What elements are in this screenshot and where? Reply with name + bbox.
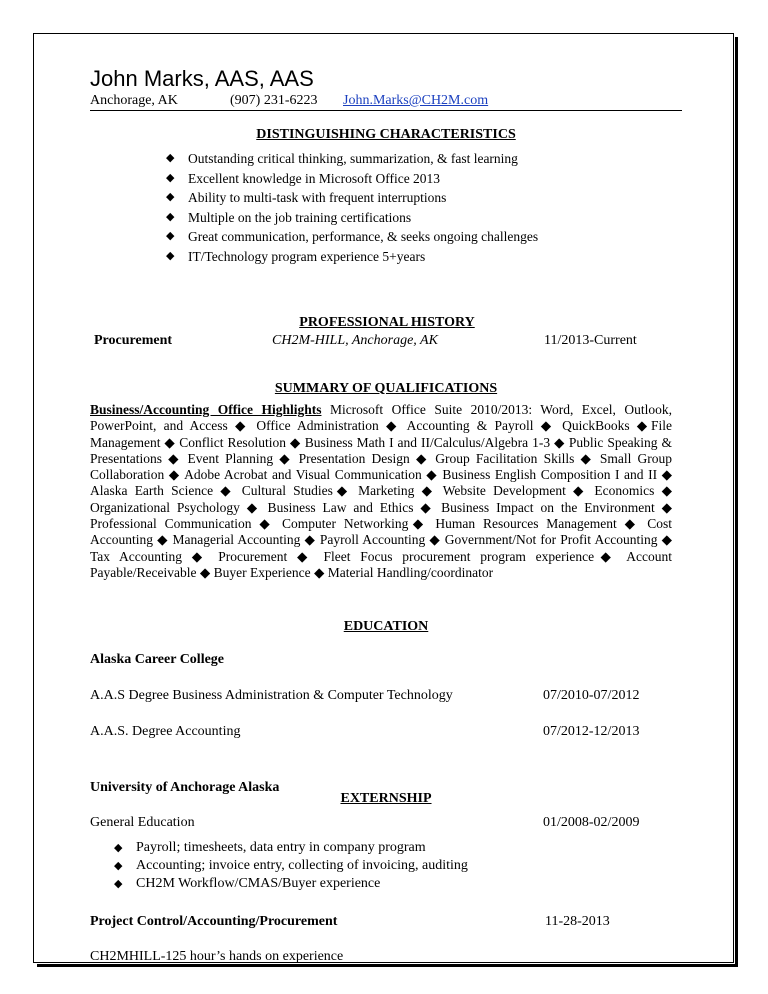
education-degree-row — [90, 723, 682, 741]
externship-date: 11-28-2013 — [545, 914, 610, 929]
diamond-bullet-icon: ◆ — [114, 860, 123, 872]
qualifications-paragraph — [90, 402, 672, 581]
diamond-bullet-icon: ◆ — [114, 878, 123, 890]
degree-title: General Education — [90, 815, 195, 830]
diamond-bullet-icon: ◆ — [166, 152, 175, 164]
list-item: ◆ Accounting; invoice entry, collecting of invoicing, auditing — [114, 858, 468, 873]
history-dates: 11/2013-Current — [544, 333, 637, 348]
diamond-bullet-icon: ◆ — [114, 842, 123, 854]
diamond-bullet-icon: ◆ — [166, 210, 175, 223]
list-item: ◆ Great communication, performance, & seeks ongoing challenges — [166, 227, 646, 247]
contact-line — [90, 92, 682, 111]
diamond-bullet-icon: ◆ — [166, 171, 175, 184]
list-item: ◆ Ability to multi-task with frequent interruptions — [166, 188, 646, 208]
externship-role-row — [90, 913, 682, 931]
history-company: CH2M-HILL, Anchorage, AK — [272, 333, 438, 348]
section-title-education: EDUCATION — [343, 619, 429, 634]
education-degree-row — [90, 814, 682, 832]
distinguishing-list — [166, 149, 646, 266]
degree-dates: 07/2010-07/2012 — [543, 688, 640, 703]
externship-summary: CH2MHILL-125 hour’s hands on experience — [90, 949, 344, 964]
degree-dates: 07/2012-12/2013 — [543, 724, 640, 739]
city: Anchorage, AK — [90, 93, 178, 108]
list-item: ◆ Multiple on the job training certifications — [166, 208, 646, 228]
externship-section — [90, 790, 682, 808]
degree-title: A.A.S Degree Business Administration & Computer Technology — [90, 688, 453, 703]
section-title-externship: EXTERNSHIP — [340, 791, 432, 806]
history-section — [90, 314, 682, 332]
externship-role: Project Control/Accounting/Procurement — [90, 914, 338, 929]
list-item: ◆ Payroll; timesheets, data entry in company program — [114, 840, 426, 855]
diamond-bullet-icon: ◆ — [166, 230, 175, 242]
degree-dates: 01/2008-02/2009 — [543, 815, 640, 830]
education-degree-row — [90, 687, 682, 705]
list-item: ◆ CH2M Workflow/CMAS/Buyer experience — [114, 876, 381, 891]
distinguishing-section — [90, 126, 682, 144]
history-row — [94, 332, 684, 350]
qualifications-heading: Business/Accounting Office Highlights — [90, 402, 322, 417]
candidate-name: John Marks, AAS, AAS — [90, 66, 314, 91]
phone: (907) 231-6223 — [230, 93, 318, 108]
education-school-row — [90, 651, 682, 669]
email-link[interactable]: John.Marks@CH2M.com — [343, 93, 489, 108]
school-name: Alaska Career College — [90, 652, 225, 667]
section-title-distinguishing: DISTINGUISHING CHARACTERISTICS — [256, 127, 516, 142]
section-title-history: PROFESSIONAL HISTORY — [299, 315, 475, 330]
school-name: University of Anchorage Alaska — [90, 780, 280, 795]
history-role: Procurement — [94, 333, 173, 348]
diamond-bullet-icon: ◆ — [166, 249, 175, 262]
degree-title: A.A.S. Degree Accounting — [90, 724, 241, 739]
list-item: ◆ Outstanding critical thinking, summarization, & fast learning — [166, 149, 646, 169]
qualifications-body — [90, 402, 672, 581]
list-item: ◆ IT/Technology program experience 5+years — [166, 247, 646, 267]
education-section — [90, 618, 682, 636]
resume-header — [90, 66, 314, 92]
diamond-bullet-icon: ◆ — [166, 191, 175, 203]
externship-list — [114, 839, 534, 893]
list-item: ◆ Excellent knowledge in Microsoft Office 2013 — [166, 169, 646, 189]
section-title-qualifications: SUMMARY OF QUALIFICATIONS — [274, 381, 498, 396]
qualifications-list-text: Microsoft Office Suite 2010/2013: Word, Excel, Outlook, PowerPoint, and Access ◆ Office Administration ◆ Accounting & Payroll ◆ QuickBooks ◆File Management ◆ Conflict Resolution ◆ Business Math I and II/Calculus/Algebra 1-3 ◆ Public Speaking & Presentations ◆ Event Planning ◆ Presentation Design ◆ Group Facilitation Skills ◆ Small Group Collaboration ◆ Adobe Acrobat and Visual Communication ◆ Business English Composition I and II ◆ Alaska Earth Science ◆ Cultural Studies◆ Marketing ◆ Website Development ◆ Economics ◆ Organizational Psychology ◆ Business Law and Ethics ◆ Business Impact on the Environment ◆ Professional Communication ◆ Computer Networking◆ Human Resources Management ◆ Cost Accounting ◆ Managerial Accounting ◆ Payroll Accounting ◆ Government/Not for Profit Accounting ◆ Tax Accounting ◆ Procurement ◆ Fleet Focus procurement program experience◆ Account Payable/Receivable ◆ Buyer Experience ◆ Material Handling/coordinator — [90, 402, 672, 580]
externship-summary-row — [90, 948, 682, 966]
qualifications-section — [90, 380, 682, 398]
